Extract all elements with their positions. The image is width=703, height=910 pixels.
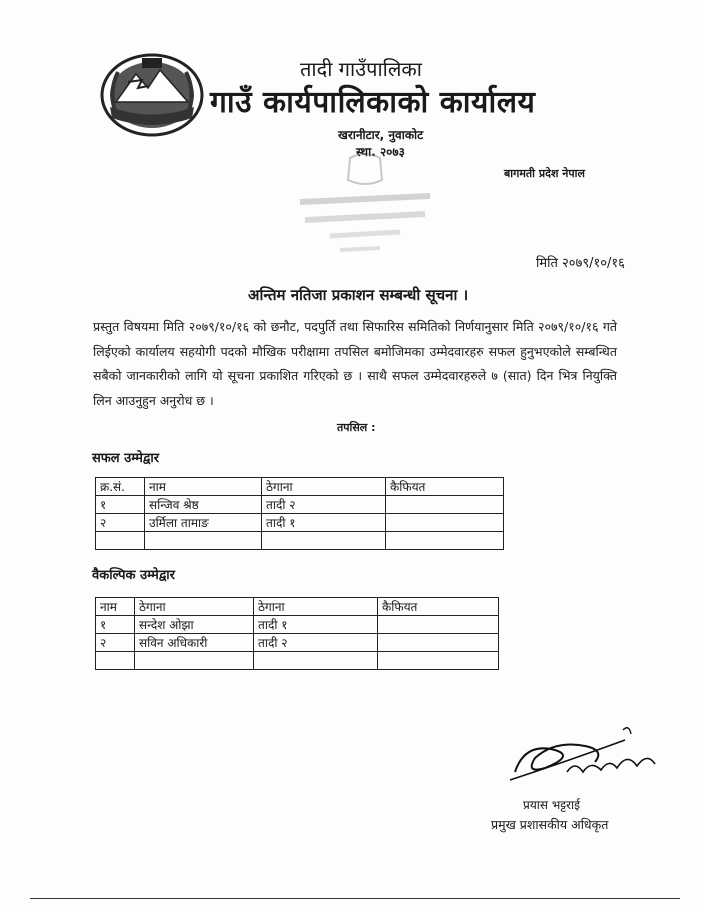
alternate-candidates-heading: वैकल्पिक उम्मेद्वार <box>92 568 175 583</box>
cell-remarks <box>378 616 499 634</box>
cell-serial: १ <box>96 616 135 634</box>
alternate-candidates-table <box>95 597 499 670</box>
table-row <box>96 616 499 634</box>
cell-serial: २ <box>96 514 145 532</box>
notice-date: मिति २०७९/१०/१६ <box>536 256 625 271</box>
signer-title: प्रमुख प्रशासकीय अधिकृत <box>491 817 609 832</box>
header-name: ठेगाना <box>135 598 254 616</box>
table-row <box>96 532 504 550</box>
cell-remarks <box>378 634 499 652</box>
page-bottom-divider <box>30 898 680 899</box>
table-header-row <box>96 478 504 496</box>
header-name: नाम <box>145 478 262 496</box>
header-serial: नाम <box>96 598 135 616</box>
table-row <box>96 496 504 514</box>
cell-name: उर्मिला तामाङ <box>145 514 262 532</box>
header-address: ठेगाना <box>254 598 378 616</box>
cell-address: तादी २ <box>262 496 386 514</box>
established-year: स्था. २०७३ <box>356 145 405 159</box>
table-row <box>96 634 499 652</box>
handwritten-signature <box>505 722 670 792</box>
table-row <box>96 652 499 670</box>
cell-remarks <box>386 496 504 514</box>
cell-name: सन्जिव श्रेष्ठ <box>145 496 262 514</box>
table-header-row <box>96 598 499 616</box>
cell-serial: १ <box>96 496 145 514</box>
successful-candidates-heading: सफल उम्मेद्वार <box>92 451 160 466</box>
details-label: तपसिल : <box>337 421 376 434</box>
notice-title: अन्तिम नतिजा प्रकाशन सम्बन्धी सूचना । <box>248 286 469 304</box>
cell-remarks <box>378 652 499 670</box>
cell-name: सविन अधिकारी <box>135 634 254 652</box>
office-name: गाउँ कार्यपालिकाको कार्यालय <box>210 85 536 120</box>
cell-serial <box>96 532 145 550</box>
cell-serial: २ <box>96 634 135 652</box>
office-address: खरानीटार, नुवाकोट <box>338 128 424 142</box>
table-row <box>96 514 504 532</box>
cell-address: तादी २ <box>254 634 378 652</box>
header-serial: क्र.सं. <box>96 478 145 496</box>
cell-name <box>145 532 262 550</box>
cell-serial <box>96 652 135 670</box>
notice-body: प्रस्तुत विषयमा मिति २०७९/१०/१६ को छनौट, पदपुर्ति तथा सिफारिस समितिको निर्णयानुसार मिति २०७९/१०/१६ गते लिईएको कार्यालय सहयोगी पदको मौखिक परीक्षामा तपसिल बमोजिमका उम्मेदवारहरु सफल हुनुभएकोले सम्बन्धित सबैको जानकारीको लागि यो सूचना प्रकाशित गरिएको छ । साथै सफल उम्मेदवारहरुले ७ (सात) दिन भित्र नियुक्ति लिन आउनुहुन अनुरोध छ । <box>93 319 617 408</box>
cell-name <box>135 652 254 670</box>
header-remarks: कैफियत <box>378 598 499 616</box>
header-address: ठेगाना <box>262 478 386 496</box>
cell-remarks <box>386 514 504 532</box>
cell-address: तादी १ <box>262 514 386 532</box>
cell-address <box>254 652 378 670</box>
municipality-emblem-icon <box>98 52 206 138</box>
successful-candidates-table <box>95 477 504 550</box>
office-stamp-icon <box>290 150 440 260</box>
header-remarks: कैफियत <box>386 478 504 496</box>
cell-address <box>262 532 386 550</box>
signer-name: प्रयास भट्टराई <box>523 798 581 812</box>
org-name: तादी गाउँपालिका <box>300 57 422 81</box>
province-label: बागमती प्रदेश नेपाल <box>504 167 585 180</box>
cell-name: सन्देश ओझा <box>135 616 254 634</box>
cell-remarks <box>386 532 504 550</box>
cell-address: तादी १ <box>254 616 378 634</box>
